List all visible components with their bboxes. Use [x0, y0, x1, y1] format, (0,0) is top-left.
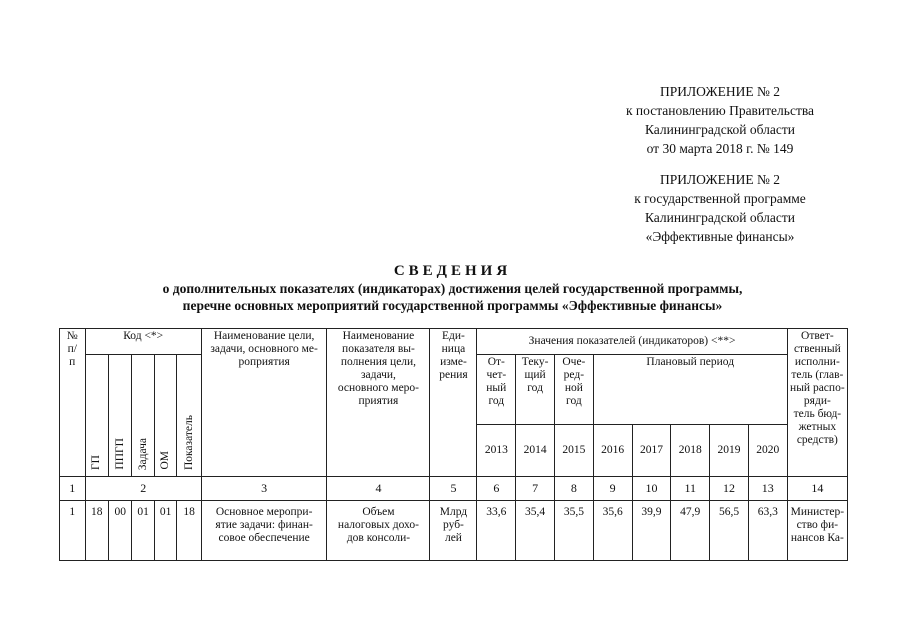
column-number: 7: [516, 477, 555, 501]
col-header-unit: Еди- ница изме- рения: [430, 329, 477, 477]
col-header-report-year: От- чет- ный год: [477, 355, 516, 425]
code-value: 18: [85, 501, 108, 561]
code-col-gp: ГП: [85, 355, 108, 477]
header-line: Калининградской области: [644, 210, 796, 225]
header-line: ПРИЛОЖЕНИЕ № 2: [659, 172, 781, 187]
code-col-indicator: Показатель: [177, 355, 202, 477]
header-line: к постановлению Правительства: [625, 103, 815, 118]
responsible-text: Министер- ство фи- нансов Ка-: [787, 501, 847, 561]
col-header-plan-period: Плановый период: [593, 355, 787, 425]
value-cell: 35,6: [593, 501, 632, 561]
code-value: 18: [177, 501, 202, 561]
col-header-next-year: Оче- ред- ной год: [554, 355, 593, 425]
col-header-num: № п/ п: [60, 329, 86, 477]
header-appendix-program: [560, 170, 880, 246]
value-cell: 63,3: [748, 501, 787, 561]
column-number: 8: [554, 477, 593, 501]
code-col-om: ОМ: [154, 355, 176, 477]
header-appendix-resolution: [560, 82, 880, 158]
code-col-ppgp: ППГП: [108, 355, 131, 477]
header-line: «Эффективные финансы»: [645, 229, 795, 244]
value-cell: 47,9: [671, 501, 710, 561]
goal-text: Основное меропри- ятие задачи: финан- совое обеспечение: [201, 501, 327, 561]
header-line: от 30 марта 2018 г. № 149: [646, 141, 794, 156]
header-line: Калининградской области: [644, 122, 796, 137]
title-line: перечне основных мероприятий государственной программы «Эффективные финансы»: [182, 298, 723, 313]
indicators-table: [59, 328, 848, 561]
table-row: [60, 501, 848, 561]
code-value: 00: [108, 501, 131, 561]
col-header-values: Значения показателей (индикаторов) <**>: [477, 329, 787, 355]
column-number: 9: [593, 477, 632, 501]
column-number: 10: [632, 477, 671, 501]
title-line: о дополнительных показателях (индикаторах) достижения целей государственной программы,: [162, 281, 743, 296]
year-cell: 2014: [516, 425, 555, 477]
column-number: 14: [787, 477, 847, 501]
document-title: [0, 262, 905, 314]
code-value: 01: [132, 501, 154, 561]
col-header-code: Код <*>: [85, 329, 201, 355]
row-num: 1: [60, 501, 86, 561]
title-heading: СВЕДЕНИЯ: [393, 263, 512, 279]
value-cell: 35,4: [516, 501, 555, 561]
col-header-responsible: Ответ- ственный исполни- тель (глав- ный распо- ряди- тель бюд- жетных средств): [787, 329, 847, 477]
column-number: 13: [748, 477, 787, 501]
year-cell: 2017: [632, 425, 671, 477]
column-number: 6: [477, 477, 516, 501]
code-col-task: Задача: [132, 355, 154, 477]
year-cell: 2013: [477, 425, 516, 477]
unit-text: Млрд руб- лей: [430, 501, 477, 561]
indicator-text: Объем налоговых дохо- дов консоли-: [327, 501, 430, 561]
value-cell: 33,6: [477, 501, 516, 561]
value-cell: 56,5: [710, 501, 749, 561]
column-number: 5: [430, 477, 477, 501]
column-number: 11: [671, 477, 710, 501]
year-cell: 2015: [554, 425, 593, 477]
column-number: 3: [201, 477, 327, 501]
year-cell: 2020: [748, 425, 787, 477]
col-header-goal: Наименование цели, задачи, основного ме- роприятия: [201, 329, 327, 477]
header-line: к государственной программе: [634, 191, 806, 206]
column-number: 1: [60, 477, 86, 501]
value-cell: 35,5: [554, 501, 593, 561]
col-header-indicator: Наименование показателя вы- полнения цели, задачи, основного меро- приятия: [327, 329, 430, 477]
year-cell: 2018: [671, 425, 710, 477]
column-number: 4: [327, 477, 430, 501]
col-header-current-year: Теку- щий год: [516, 355, 555, 425]
header-line: ПРИЛОЖЕНИЕ № 2: [659, 84, 781, 99]
value-cell: 39,9: [632, 501, 671, 561]
column-number: 2: [85, 477, 201, 501]
column-number: 12: [710, 477, 749, 501]
year-cell: 2019: [710, 425, 749, 477]
year-cell: 2016: [593, 425, 632, 477]
code-value: 01: [154, 501, 176, 561]
